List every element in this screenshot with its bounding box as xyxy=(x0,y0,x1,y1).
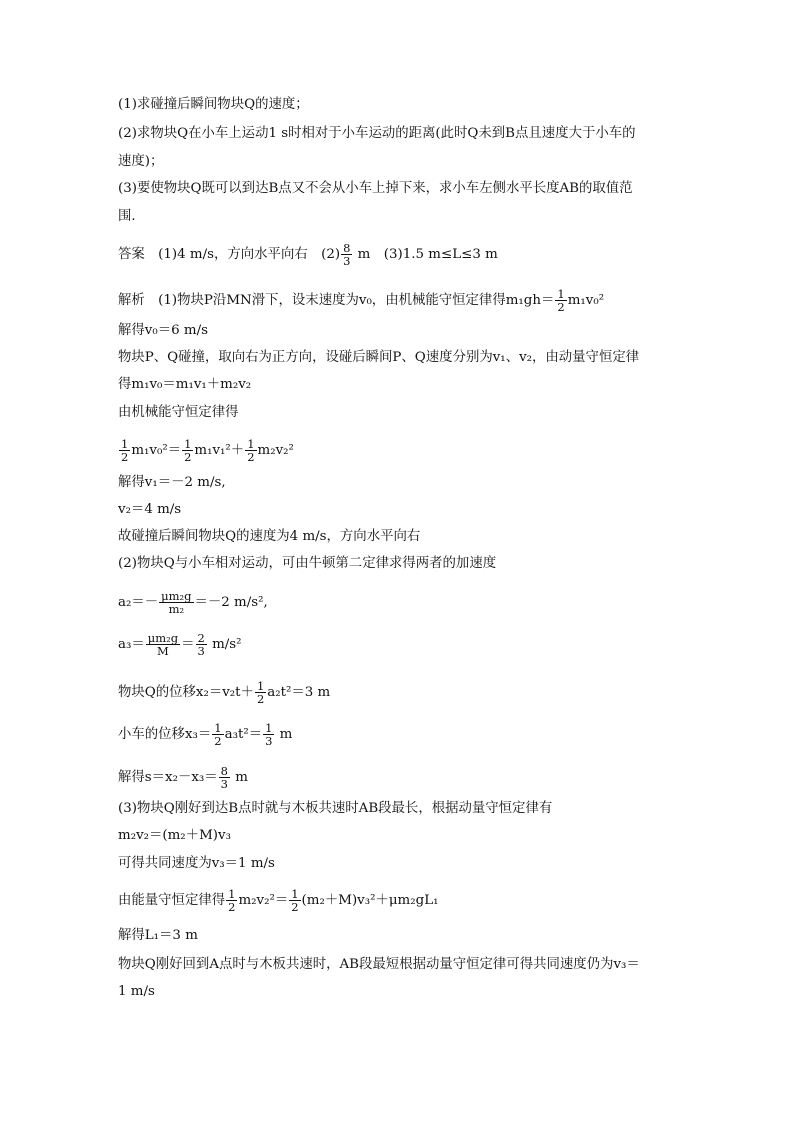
fraction-8-3: $\frac{8}{3}$ xyxy=(343,241,351,268)
fraction-1-2: $\frac{1}{2}$ xyxy=(214,721,222,748)
question-3-cont: 围． xyxy=(118,209,145,224)
momentum-eq: 得m₁v₀＝m₁v₁＋m₂v₂ xyxy=(118,377,252,392)
energy-text: 由机械能守恒定律得 xyxy=(118,405,239,420)
momentum-eq-3: m₂v₂＝(m₂＋M)v₃ xyxy=(118,828,231,843)
fraction-1-2: $\frac{1}{2}$ xyxy=(291,887,299,914)
energy-eq: $\frac{1}{2}$ m₁v₀²＝ $\frac{1}{2}$ m₁v₁²＋ $\frac{1}{2}$ m₂v₂² xyxy=(121,437,294,464)
a2-eq: a₂＝－ $\frac{\text{μm₂g}}{\text{m₂}}$ ＝－2 m/s², xyxy=(118,589,268,616)
fraction-1-2: $\frac{1}{2}$ xyxy=(121,437,129,464)
question-1: (1)求碰撞后瞬间物块Q的速度； xyxy=(118,97,309,112)
question-2-cont: 速度)； xyxy=(118,154,164,169)
question-3: (3)要使物块Q既可以到达B点又不会从小车上掉下来，求小车左侧水平长度AB的取值范 xyxy=(118,181,633,196)
part-1-conclusion: 故碰撞后瞬间物块Q的速度为4 m/s，方向水平向右 xyxy=(118,529,421,544)
x3-eq: 小车的位移x₃＝ $\frac{1}{2}$ a₃t²＝ $\frac{1}{3}$ m xyxy=(118,721,293,748)
s-eq: 解得s＝x₂－x₃＝ $\frac{8}{3}$ m xyxy=(118,764,248,791)
v2-result: v₂＝4 m/s xyxy=(118,502,182,517)
fraction-1-2: $\frac{1}{2}$ xyxy=(247,437,255,464)
L1-result: 解得L₁＝3 m xyxy=(118,928,198,943)
min-length-text: 物块Q刚好回到A点时与木板共速时，AB段最短根据动量守恒定律可得共同速度仍为v₃＝ xyxy=(118,957,640,972)
a3-eq: a₃＝ $\frac{\text{μm₂g}}{M}$ ＝ $\frac{2}{3}$ m/s² xyxy=(118,631,242,658)
part-3-intro: (3)物块Q刚好到达B点时就与木板共速时AB段最长，根据动量守恒定律有 xyxy=(118,801,553,816)
v1-result: 解得v₁＝－2 m/s, xyxy=(118,475,226,490)
part-2-intro: (2)物块Q与小车相对运动，可由牛顿第二定律求得两者的加速度 xyxy=(118,556,497,571)
min-length-cont: 1 m/s xyxy=(118,984,155,999)
fraction-1-2: $\frac{1}{2}$ xyxy=(557,287,565,314)
x2-eq: 物块Q的位移x₂＝v₂t＋ $\frac{1}{2}$ a₂t²＝3 m xyxy=(118,679,331,706)
v0-result: 解得v₀＝6 m/s xyxy=(118,323,208,338)
fraction-8-3: $\frac{8}{3}$ xyxy=(220,764,228,791)
solution-1-intro: 解析 (1)物块P沿MN滑下，设末速度为v₀，由机械能守恒定律得m₁gh＝ $\frac{1}{2}$ m₁v₀² xyxy=(118,287,605,314)
fraction-mu-m2g-m2: $\frac{\text{μm₂g}}{\text{m₂}}$ xyxy=(161,589,192,616)
fraction-1-2: $\frac{1}{2}$ xyxy=(256,679,265,706)
answer-line: 答案 (1)4 m/s，方向水平向右 (2) $\frac{8}{3}$ m (3)1.5 m≤L≤3 m xyxy=(118,241,498,268)
fraction-2-3: $\frac{2}{3}$ xyxy=(197,631,205,658)
fraction-1-3: $\frac{1}{3}$ xyxy=(265,721,273,748)
energy-eq-3: 由能量守恒定律得 $\frac{1}{2}$ m₂v₂²＝ $\frac{1}{2}$ (m₂＋M)v₃²＋μm₂gL₁ xyxy=(118,887,439,914)
question-2: (2)求物块Q在小车上运动1 s时相对于小车运动的距离(此时Q未到B点且速度大于小车的 xyxy=(118,126,636,141)
fraction-mu-m2g-M: $\frac{\text{μm₂g}}{M}$ xyxy=(147,631,179,658)
fraction-1-2: $\frac{1}{2}$ xyxy=(184,437,192,464)
v3-result: 可得共同速度为v₃＝1 m/s xyxy=(118,856,275,871)
collision-text: 物块P、Q碰撞，取向右为正方向，设碰后瞬间P、Q速度分别为v₁、v₂，由动量守恒定律 xyxy=(118,350,640,365)
fraction-1-2: $\frac{1}{2}$ xyxy=(228,887,236,914)
